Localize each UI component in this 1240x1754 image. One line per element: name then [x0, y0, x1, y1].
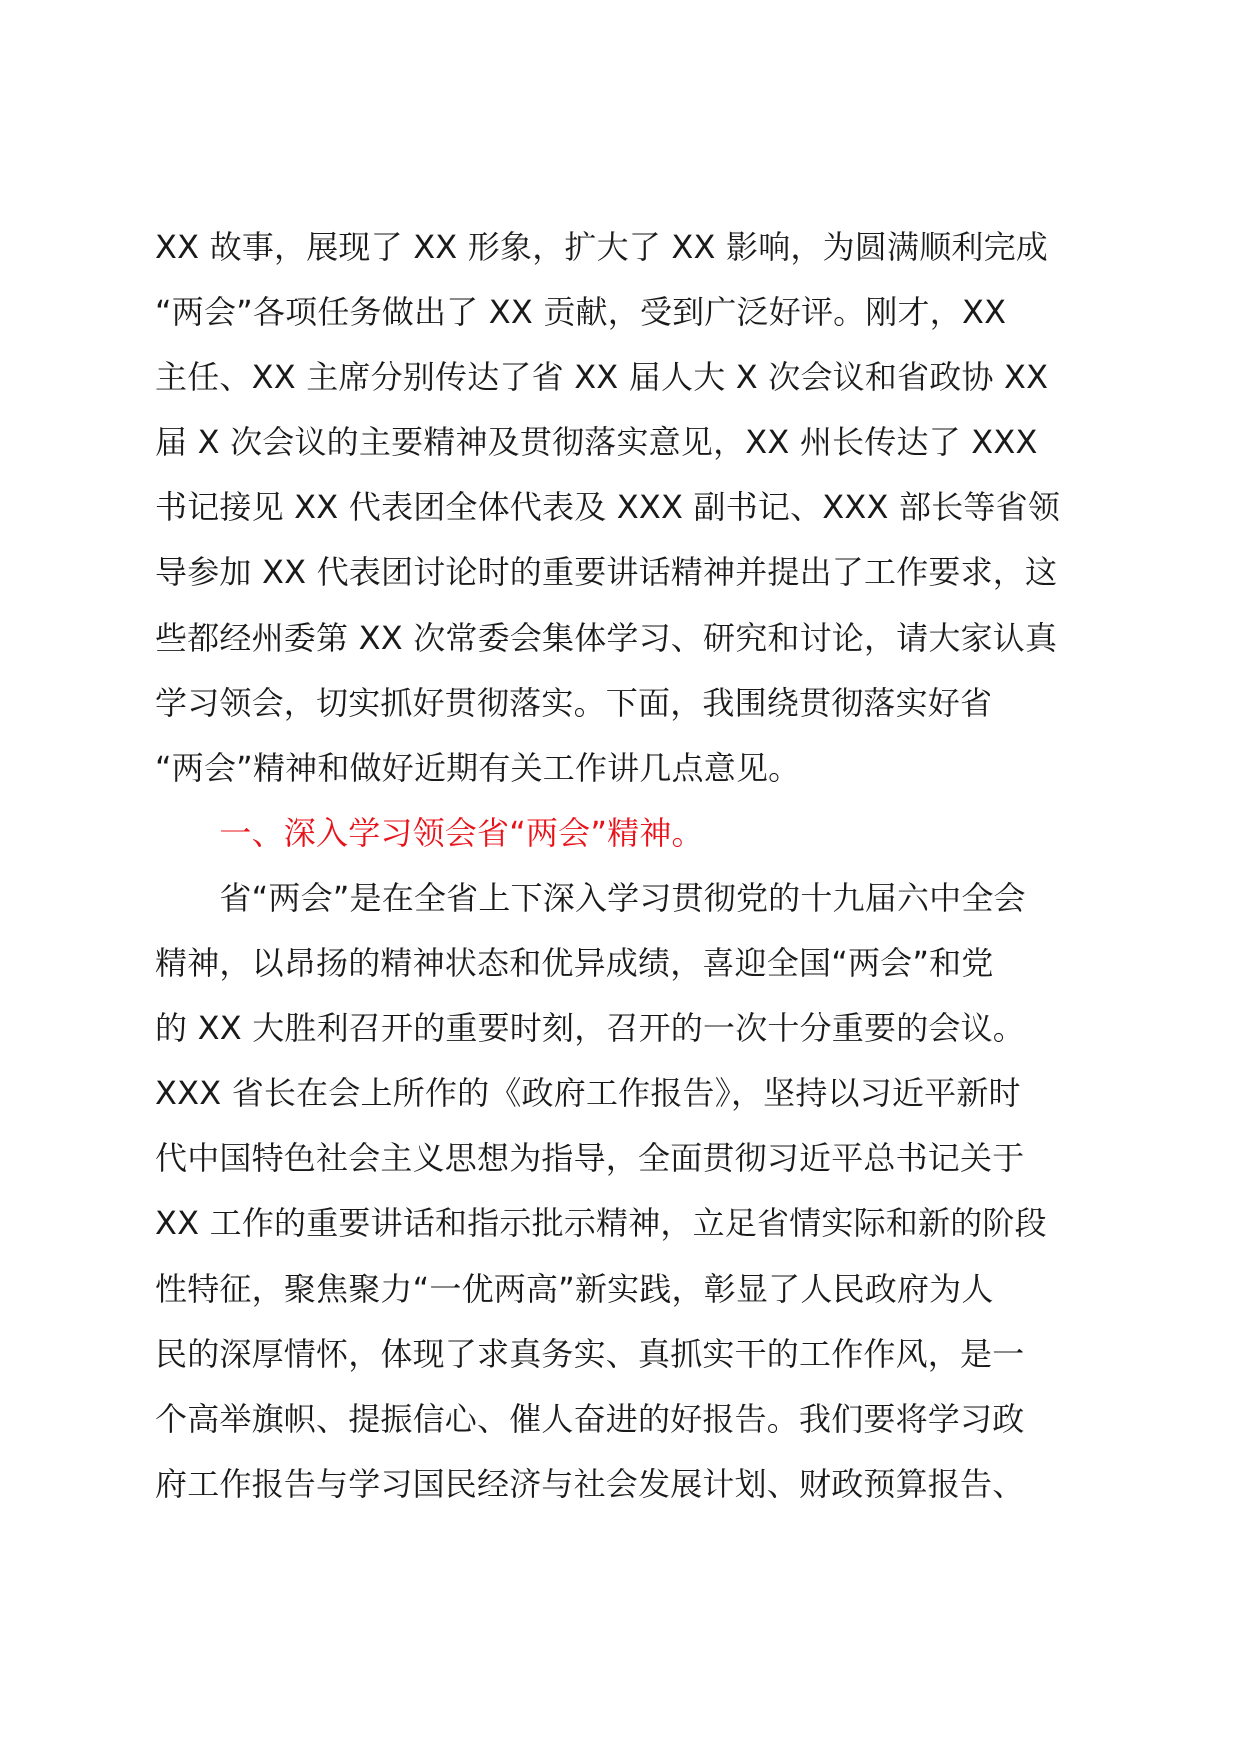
paragraph-line: “两会”各项任务做出了 XX 贡献，受到广泛好评。刚才，XX — [155, 293, 1007, 332]
paragraph-line: 学习领会，切实抓好贯彻落实。下面，我围绕贯彻落实好省 — [155, 683, 993, 722]
paragraph-line: 些都经州委第 XX 次常委会集体学习、研究和讨论，请大家认真 — [155, 618, 1058, 657]
paragraph-line: 精神，以昂扬的精神状态和优异成绩，喜迎全国“两会”和党 — [155, 944, 994, 983]
paragraph-line: 省“两会”是在全省上下深入学习贯彻党的十九届六中全会 — [155, 878, 1026, 917]
paragraph-line: 性特征，聚焦聚力“一优两高”新实践，彰显了人民政府为人 — [155, 1269, 994, 1308]
paragraph-line: 书记接见 XX 代表团全体代表及 XXX 副书记、XXX 部长等省领 — [155, 488, 1061, 527]
paragraph-line: XX 故事，展现了 XX 形象，扩大了 XX 影响，为圆满顺利完成 — [155, 228, 1048, 266]
paragraph-line: 民的深厚情怀，体现了求真务实、真抓实干的工作作风，是一 — [155, 1334, 1025, 1373]
paragraph-line: 届 X 次会议的主要精神及贯彻落实意见，XX 州长传达了 XXX — [155, 423, 1038, 462]
paragraph-line: 代中国特色社会主义思想为指导，全面贯彻习近平总书记关于 — [155, 1139, 1025, 1178]
paragraph-line: “两会”精神和做好近期有关工作讲几点意见。 — [155, 748, 801, 787]
paragraph-line: 主任、XX 主席分别传达了省 XX 届人大 X 次会议和省政协 XX — [155, 358, 1049, 397]
paragraph-line: 导参加 XX 代表团讨论时的重要讲话精神并提出了工作要求，这 — [155, 553, 1058, 592]
paragraph-line: 府工作报告与学习国民经济与社会发展计划、财政预算报告、 — [155, 1464, 1025, 1503]
paragraph-line: 个高举旗帜、提振信心、催人奋进的好报告。我们要将学习政 — [155, 1399, 1025, 1438]
document-body — [155, 215, 1095, 1517]
paragraph-line: 的 XX 大胜利召开的重要时刻，召开的一次十分重要的会议。 — [155, 1009, 1025, 1048]
paragraph-line: XX 工作的重要讲话和指示批示精神，立足省情实际和新的阶段 — [155, 1204, 1047, 1243]
paragraph-line: XXX 省长在会上所作的《政府工作报告》，坚持以习近平新时 — [155, 1074, 1021, 1113]
section-heading: 一、深入学习领会省“两会”精神。 — [155, 813, 704, 852]
